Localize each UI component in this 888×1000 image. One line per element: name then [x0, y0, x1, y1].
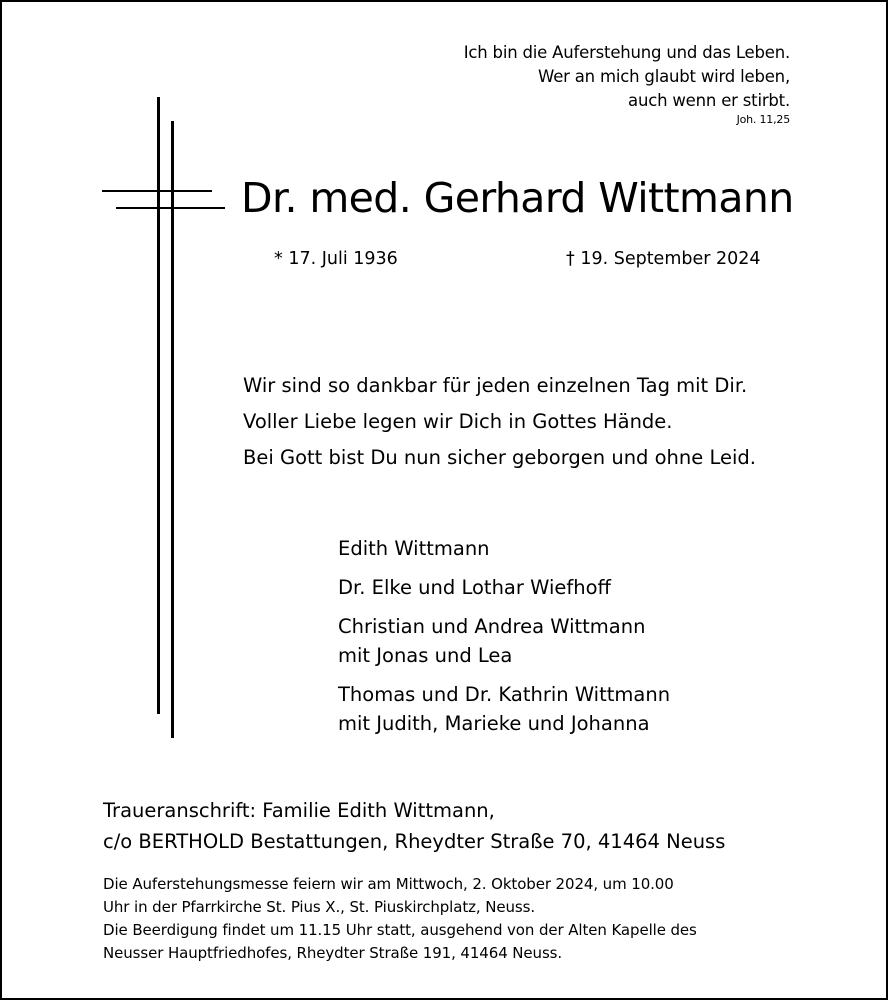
verse-line: Wer an mich glaubt wird leben, [538, 67, 790, 86]
quote-line: Bei Gott bist Du nun sicher geborgen und ohne Leid. [243, 446, 756, 469]
notice-line: Die Auferstehungsmesse feiern wir am Mittwoch, 2. Oktober 2024, um 10.00 [103, 875, 674, 893]
quote-line: Voller Liebe legen wir Dich in Gottes Hände. [243, 410, 673, 433]
mourner-group [338, 612, 670, 670]
verse-line: auch wenn er stirbt. [628, 91, 790, 110]
address-line: Traueranschrift: Familie Edith Wittmann, [103, 799, 495, 822]
mourners-list [338, 534, 670, 748]
verse-reference: Joh. 11,25 [736, 113, 790, 126]
mourner-line: mit Judith, Marieke und Johanna [338, 712, 650, 735]
funeral-notice [103, 873, 697, 965]
quote-line: Wir sind so dankbar für jeden einzelnen Tag mit Dir. [243, 374, 748, 397]
bible-verse [464, 41, 790, 127]
farewell-quote [243, 368, 756, 476]
birth-date: * 17. Juli 1936 [274, 249, 398, 269]
mourner-line: mit Jonas und Lea [338, 644, 513, 667]
mourner-line: Dr. Elke und Lothar Wiefhoff [338, 576, 611, 599]
notice-line: Uhr in der Pfarrkirche St. Pius X., St. Piuskirchplatz, Neuss. [103, 898, 535, 916]
mourning-address [103, 795, 725, 857]
verse-line: Ich bin die Auferstehung und das Leben. [463, 43, 790, 62]
death-date: † 19. September 2024 [566, 249, 761, 269]
mourner-group [338, 573, 670, 602]
notice-line: Neusser Hauptfriedhofes, Rheydter Straße 191, 41464 Neuss. [103, 944, 563, 962]
mourner-line: Thomas und Dr. Kathrin Wittmann [338, 683, 671, 706]
mourner-group [338, 534, 670, 563]
mourner-group [338, 680, 670, 738]
mourner-line: Christian und Andrea Wittmann [338, 615, 646, 638]
address-line: c/o BERTHOLD Bestattungen, Rheydter Straße 70, 41464 Neuss [103, 830, 726, 853]
notice-line: Die Beerdigung findet um 11.15 Uhr statt, ausgehend von der Alten Kapelle des [103, 921, 697, 939]
deceased-name: Dr. med. Gerhard Wittmann [241, 174, 794, 222]
mourner-line: Edith Wittmann [338, 537, 490, 560]
